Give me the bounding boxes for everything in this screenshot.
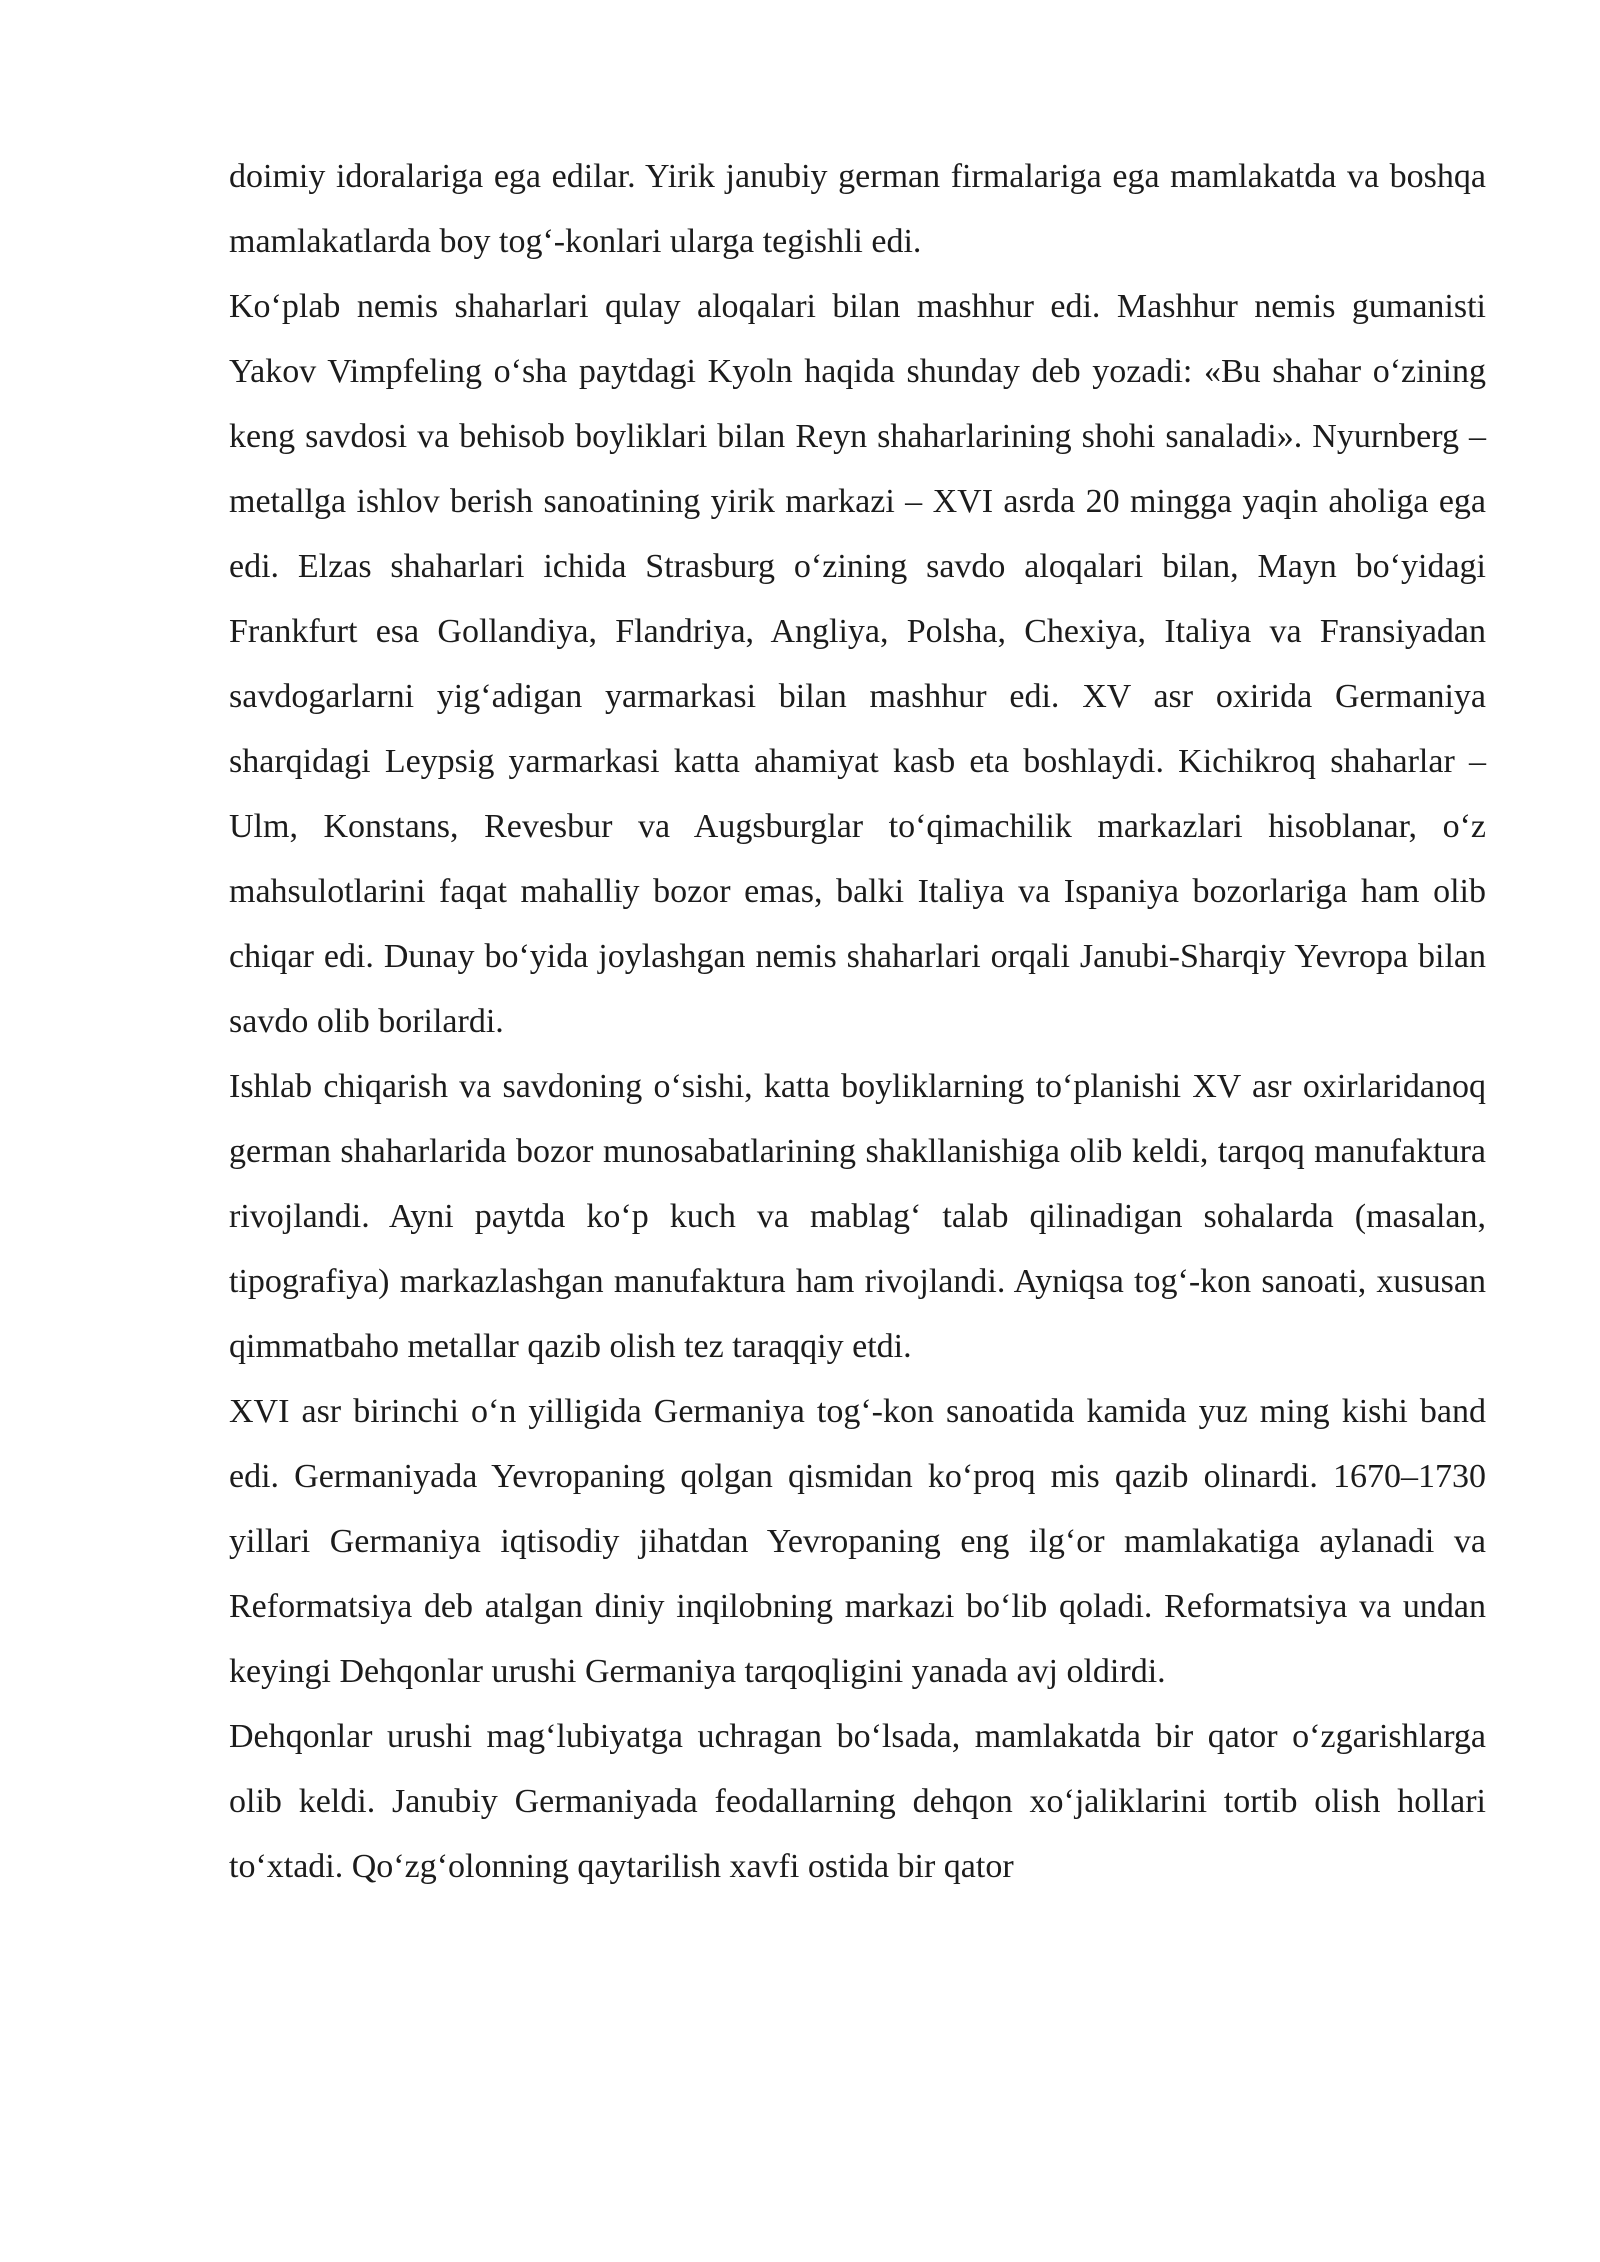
body-text — [229, 144, 1486, 1899]
paragraph-5: Dehqonlar urushi mag‘lubiyatga uchragan bo‘lsada, mamlakatda bir qator o‘zgarishlarga olib keldi. Janubiy Germaniyada feodallarning dehqon xo‘jaliklarini tortib olish hollari to‘xtadi. Qo‘zg‘olonning qaytarilish xavfi ostida bir qator — [229, 1718, 1486, 1885]
paragraph-4: XVI asr birinchi o‘n yilligida Germaniya tog‘-kon sanoatida kamida yuz ming kishi band edi. Germaniyada Yevropaning qolgan qismidan ko‘proq mis qazib olinardi. 1670–1730 yillari Germaniya iqtisodiy jihatdan Yevropaning eng ilg‘or mamlakatiga aylanadi va Reformatsiya deb atalgan diniy inqilobning markazi bo‘lib qoladi. Reformatsiya va undan keyingi Dehqonlar urushi Germaniya tarqoqligini yanada avj oldirdi. — [229, 1393, 1486, 1690]
paragraph-3: Ishlab chiqarish va savdoning o‘sishi, katta boyliklarning to‘planishi XV asr oxirlaridanoq german shaharlarida bozor munosabatlarining shakllanishiga olib keldi, tarqoq manufaktura rivojlandi. Ayni paytda ko‘p kuch va mablag‘ talab qilinadigan sohalarda (masalan, tipografiya) markazlashgan manufaktura ham rivojlandi. Ayniqsa tog‘-kon sanoati, xususan qimmatbaho metallar qazib olish tez taraqqiy etdi. — [229, 1068, 1486, 1365]
paragraph-1: doimiy idoralariga ega edilar. Yirik janubiy german firmalariga ega mamlakatda va boshqa mamlakatlarda boy tog‘-konlari ularga tegishli edi. — [229, 158, 1486, 260]
paragraph-2: Ko‘plab nemis shaharlari qulay aloqalari bilan mashhur edi. Mashhur nemis gumanisti Yakov Vimpfeling o‘sha paytdagi Kyoln haqida shunday deb yozadi: «Bu shahar o‘zining keng savdosi va behisob boyliklari bilan Reyn shaharlarining shohi sanaladi». Nyurnberg – metallga ishlov berish sanoatining yirik markazi – XVI asrda 20 mingga yaqin aholiga ega edi. Elzas shaharlari ichida Strasburg o‘zining savdo aloqalari bilan, Mayn bo‘yidagi Frankfurt esa Gollandiya, Flandriya, Angliya, Polsha, Chexiya, Italiya va Fransiyadan savdogarlarni yig‘adigan yarmarkasi bilan mashhur edi. XV asr oxirida Germaniya sharqidagi Leypsig yarmarkasi katta ahamiyat kasb eta boshlaydi. Kichikroq shaharlar – Ulm, Konstans, Revesbur va Augsburglar to‘qimachilik markazlari hisoblanar, o‘z mahsulotlarini faqat mahalliy bozor emas, balki Italiya va Ispaniya bozorlariga ham olib chiqar edi. Dunay bo‘yida joylashgan nemis shaharlari orqali Janubi-Sharqiy Yevropa bilan savdo olib borilardi. — [229, 288, 1486, 1040]
